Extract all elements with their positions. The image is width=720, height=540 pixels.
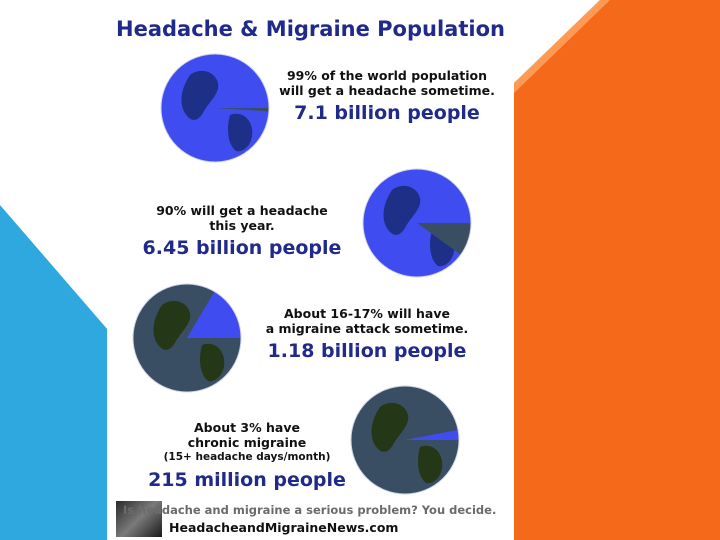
footer-site-name: HeadacheandMigraineNews.com: [169, 520, 399, 535]
caption-4-line-2: chronic migraine: [187, 435, 307, 450]
caption-4: [147, 420, 347, 492]
caption-4-highlight: 215 million people: [148, 469, 346, 491]
caption-1-line-2: will get a headache sometime.: [279, 83, 495, 98]
caption-2-line-2: this year.: [209, 218, 275, 233]
caption-4-line-1: About 3% have: [194, 420, 300, 435]
caption-4-note: (15+ headache days/month): [163, 451, 331, 463]
globe-pie-4: [350, 385, 460, 495]
globe-pie-3: [132, 283, 242, 393]
infographic-panel: [107, 0, 514, 540]
caption-3: [257, 306, 477, 363]
blue-accent-shape: [0, 205, 108, 540]
caption-3-line-1: About 16-17% will have: [283, 306, 450, 321]
caption-1-line-1: 99% of the world population: [286, 68, 488, 83]
caption-2-line-1: 90% will get a headache: [156, 203, 328, 218]
caption-2-highlight: 6.45 billion people: [142, 237, 342, 259]
chart-title: Headache & Migraine Population: [116, 17, 505, 41]
caption-3-line-2: a migraine attack sometime.: [265, 321, 469, 336]
footer-question: Is headache and migraine a serious problem? You decide.: [123, 503, 497, 517]
caption-1-highlight: 7.1 billion people: [294, 102, 480, 124]
globe-pie-2: [362, 168, 472, 278]
caption-2: [137, 203, 347, 260]
orange-accent-shape: [512, 0, 720, 540]
caption-1: [277, 68, 497, 125]
caption-3-highlight: 1.18 billion people: [267, 340, 467, 362]
globe-pie-1: [160, 53, 270, 163]
